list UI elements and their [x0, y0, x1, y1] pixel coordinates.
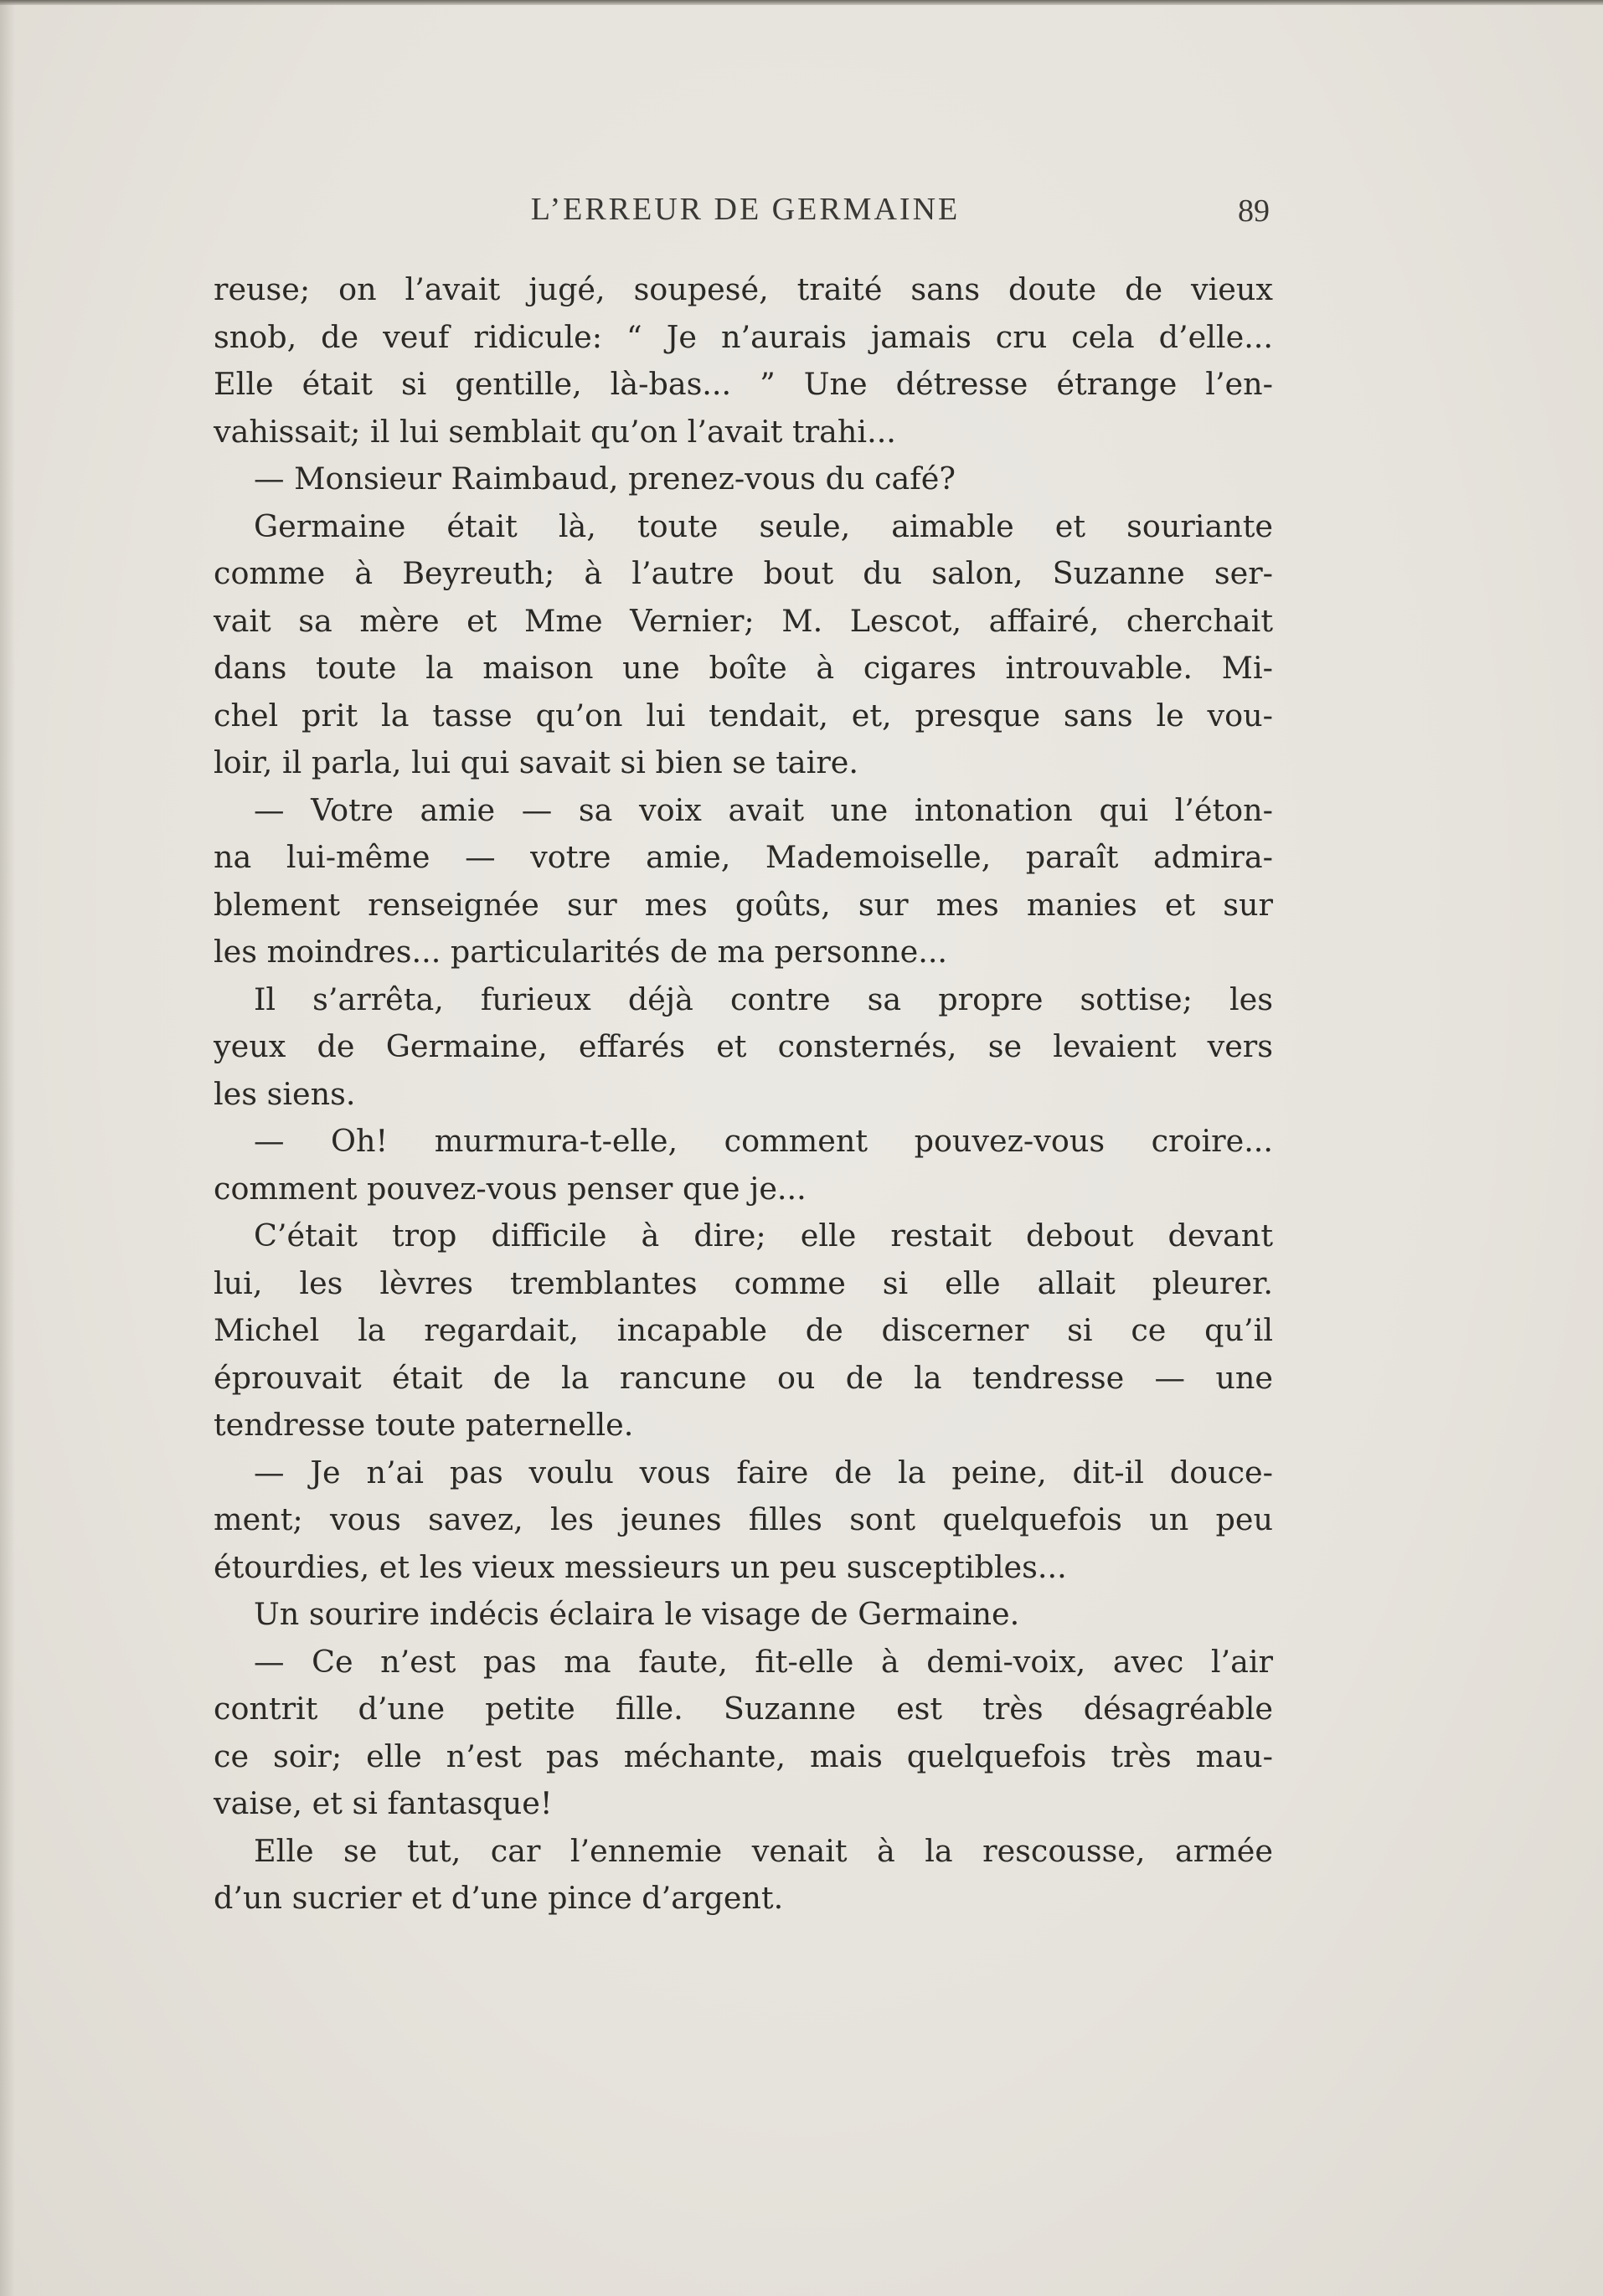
- text-line: — Ce n’est pas ma faute, fit-elle à demi-voix, avec l’air: [254, 1643, 1273, 1680]
- text-line: snob, de veuf ridicule: “ Je n’aurais jamais cru cela d’elle...: [214, 318, 1273, 355]
- text-line: d’un sucrier et d’une pince d’argent.: [214, 1880, 784, 1916]
- text-line: — Votre amie — sa voix avait une intonation qui l’éton-: [254, 791, 1273, 828]
- text-line: tendresse toute paternelle.: [214, 1407, 634, 1443]
- text-line: les siens.: [214, 1075, 356, 1112]
- text-line: les moindres... particularités de ma personne...: [214, 934, 948, 970]
- running-title: L’ERREUR DE GERMAINE: [530, 192, 961, 227]
- text-line: vahissait; il lui semblait qu’on l’avait trahi...: [214, 413, 896, 450]
- text-line: lui, les lèvres tremblantes comme si elle allait pleurer.: [214, 1264, 1273, 1301]
- body-text: [214, 266, 1273, 1923]
- text-line: blement renseignée sur mes goûts, sur mes manies et sur: [214, 886, 1273, 923]
- text-line: vait sa mère et Mme Vernier; M. Lescot, affairé, cherchait: [214, 602, 1273, 639]
- text-line: Elle était si gentille, là-bas... ” Une détresse étrange l’en-: [214, 366, 1273, 402]
- text-line: dans toute la maison une boîte à cigares introuvable. Mi-: [214, 650, 1273, 686]
- text-line: ment; vous savez, les jeunes filles sont quelquefois un peu: [214, 1501, 1273, 1537]
- text-line: Elle se tut, car l’ennemie venait à la rescousse, armée: [254, 1832, 1273, 1869]
- text-line: comme à Beyreuth; à l’autre bout du salon, Suzanne ser-: [214, 555, 1273, 591]
- gutter-shadow: [0, 0, 15, 2296]
- text-line: Un sourire indécis éclaira le visage de Germaine.: [254, 1596, 1020, 1632]
- text-line: — Je n’ai pas voulu vous faire de la peine, dit-il douce-: [254, 1454, 1273, 1490]
- text-line: comment pouvez-vous penser que je...: [214, 1170, 807, 1207]
- text-line: na lui-même — votre amie, Mademoiselle, paraît admira-: [214, 839, 1273, 875]
- text-line: Germaine était là, toute seule, aimable et souriante: [254, 507, 1273, 544]
- text-line: chel prit la tasse qu’on lui tendait, et, presque sans le vou-: [214, 697, 1273, 734]
- text-line: vaise, et si fantasque!: [214, 1785, 553, 1821]
- text-line: éprouvait était de la rancune ou de la tendresse — une: [214, 1359, 1273, 1396]
- page-number: 89: [1238, 193, 1270, 229]
- page-top-edge: [0, 0, 1603, 5]
- text-line: C’était trop difficile à dire; elle restait debout devant: [254, 1217, 1273, 1254]
- text-line: étourdies, et les vieux messieurs un peu susceptibles...: [214, 1548, 1067, 1585]
- text-line: Il s’arrêta, furieux déjà contre sa propre sottise; les: [254, 981, 1273, 1017]
- text-line: — Monsieur Raimbaud, prenez-vous du café?: [254, 461, 956, 497]
- text-line: loir, il parla, lui qui savait si bien se taire.: [214, 744, 858, 780]
- text-line: Michel la regardait, incapable de discerner si ce qu’il: [214, 1312, 1273, 1348]
- text-line: contrit d’une petite fille. Suzanne est très désagréable: [214, 1691, 1273, 1727]
- text-line: reuse; on l’avait jugé, soupesé, traité sans doute de vieux: [214, 271, 1273, 307]
- text-line: yeux de Germaine, effarés et consternés, se levaient vers: [214, 1028, 1273, 1064]
- text-line: ce soir; elle n’est pas méchante, mais quelquefois très mau-: [214, 1737, 1273, 1774]
- text-line: — Oh! murmura-t-elle, comment pouvez-vous croire...: [254, 1123, 1273, 1159]
